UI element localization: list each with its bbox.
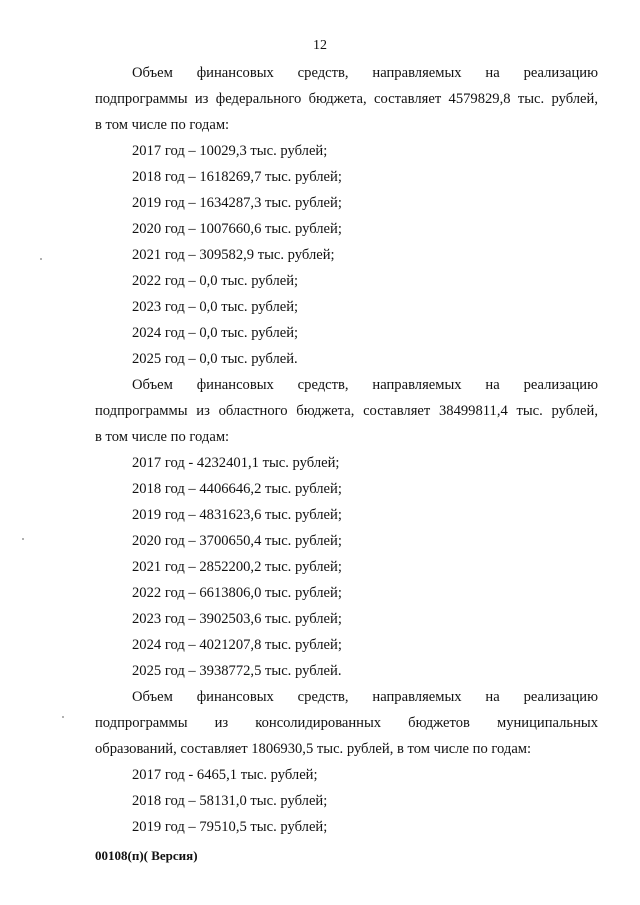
list-item: 2021 год – 2852200,2 тыс. рублей; xyxy=(132,559,342,575)
list-item: 2022 год – 0,0 тыс. рублей; xyxy=(132,273,299,289)
scan-speck xyxy=(62,716,64,718)
year-list-federal xyxy=(95,138,598,372)
list-item: 2022 год – 6613806,0 тыс. рублей; xyxy=(132,585,342,601)
list-item: 2019 год – 1634287,3 тыс. рублей; xyxy=(132,195,342,211)
paragraph-line: в том числе по годам: xyxy=(95,117,230,133)
document-footer-code: 00108(п)( Версия) xyxy=(95,848,198,863)
paragraph-line: в том числе по годам: xyxy=(95,429,230,445)
section-federal xyxy=(95,60,598,372)
list-item: 2020 год – 3700650,4 тыс. рублей; xyxy=(132,533,342,549)
list-item: 2025 год – 3938772,5 тыс. рублей. xyxy=(132,663,342,679)
list-item: 2020 год – 1007660,6 тыс. рублей; xyxy=(132,221,342,237)
document-body xyxy=(95,60,598,840)
section-regional xyxy=(95,372,598,684)
paragraph-municipal xyxy=(95,684,598,762)
paragraph-line: образований, составляет 1806930,5 тыс. рублей, в том числе по годам: xyxy=(95,741,532,757)
page-number: 12 xyxy=(313,38,327,53)
year-list-municipal xyxy=(95,762,598,840)
scan-speck xyxy=(40,258,42,260)
list-item: 2024 год – 0,0 тыс. рублей; xyxy=(132,325,299,341)
list-item: 2023 год – 3902503,6 тыс. рублей; xyxy=(132,611,342,627)
paragraph-line: Объем финансовых средств, направляемых на реализацию xyxy=(132,689,598,705)
paragraph-line: Объем финансовых средств, направляемых на реализацию xyxy=(132,377,598,393)
scan-speck xyxy=(22,538,24,540)
list-item: 2018 год – 58131,0 тыс. рублей; xyxy=(132,793,328,809)
list-item: 2017 год - 4232401,1 тыс. рублей; xyxy=(132,455,340,471)
paragraph-line: подпрограммы из областного бюджета, составляет 38499811,4 тыс. рублей, xyxy=(95,403,598,419)
list-item: 2018 год – 4406646,2 тыс. рублей; xyxy=(132,481,342,497)
paragraph-line: Объем финансовых средств, направляемых на реализацию xyxy=(132,65,598,81)
list-item: 2017 год - 6465,1 тыс. рублей; xyxy=(132,767,318,783)
list-item: 2025 год – 0,0 тыс. рублей. xyxy=(132,351,298,367)
list-item: 2024 год – 4021207,8 тыс. рублей; xyxy=(132,637,342,653)
list-item: 2019 год – 4831623,6 тыс. рублей; xyxy=(132,507,342,523)
paragraph-regional xyxy=(95,372,598,450)
list-item: 2019 год – 79510,5 тыс. рублей; xyxy=(132,819,328,835)
list-item: 2018 год – 1618269,7 тыс. рублей; xyxy=(132,169,342,185)
paragraph-line: подпрограммы из федерального бюджета, составляет 4579829,8 тыс. рублей, xyxy=(95,91,598,107)
list-item: 2017 год – 10029,3 тыс. рублей; xyxy=(132,143,328,159)
year-list-regional xyxy=(95,450,598,684)
list-item: 2021 год – 309582,9 тыс. рублей; xyxy=(132,247,335,263)
section-municipal xyxy=(95,684,598,840)
paragraph-federal xyxy=(95,60,598,138)
paragraph-line: подпрограммы из консолидированных бюджетов муниципальных xyxy=(95,715,598,731)
list-item: 2023 год – 0,0 тыс. рублей; xyxy=(132,299,299,315)
